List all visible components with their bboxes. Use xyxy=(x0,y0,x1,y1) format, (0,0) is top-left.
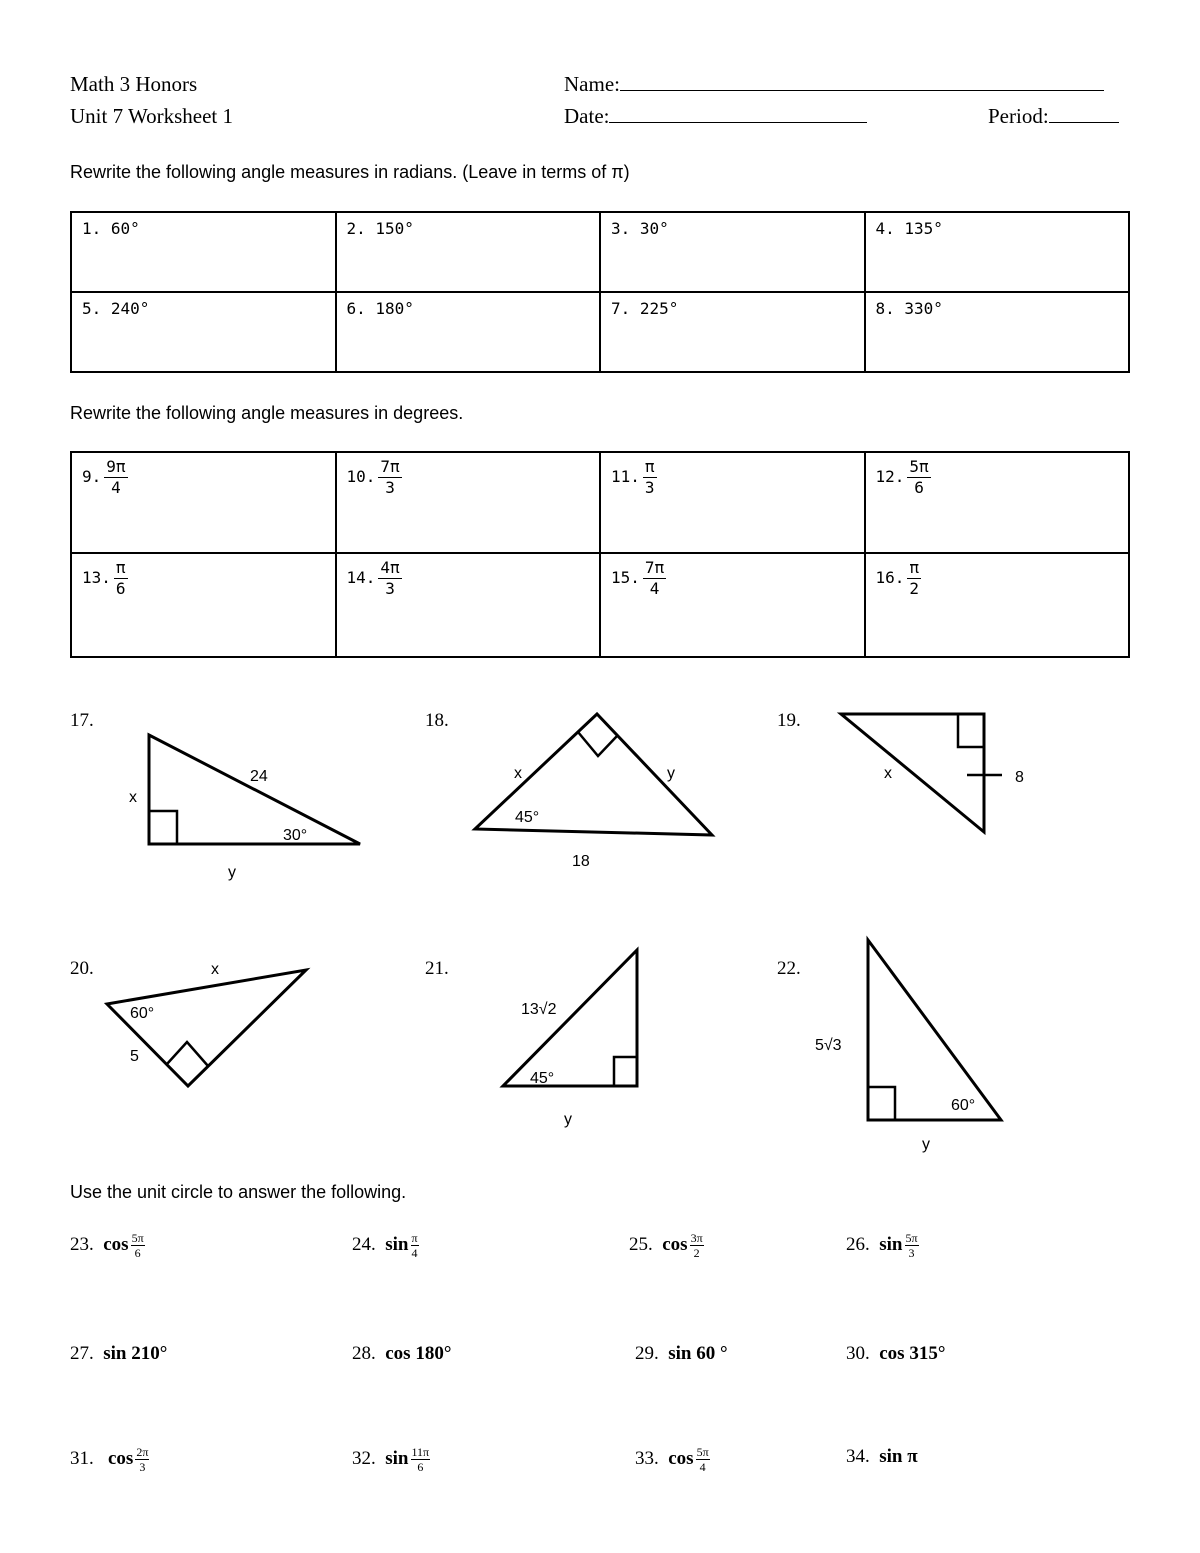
trig-expression: cos 315° xyxy=(879,1343,946,1364)
problem-26 xyxy=(846,1232,919,1259)
t19-side-label: 8 xyxy=(1015,769,1024,786)
fraction xyxy=(690,1232,704,1259)
t19-hyp-label: x xyxy=(884,765,892,782)
trig-function: cos xyxy=(108,1447,134,1469)
t21-base-label: y xyxy=(564,1111,572,1128)
numerator: 7π xyxy=(644,558,665,577)
right-angle-marker xyxy=(149,811,177,844)
trig-expression: sin 210° xyxy=(103,1343,168,1364)
right-angle-marker xyxy=(167,1042,208,1066)
t20-leg-label: 5 xyxy=(130,1048,139,1065)
t22-base-label: y xyxy=(922,1136,930,1153)
numerator: π xyxy=(909,558,920,577)
problem-24 xyxy=(352,1232,419,1259)
fraction xyxy=(411,1232,419,1259)
denominator: 6 xyxy=(914,478,924,497)
trig-expression: sin π xyxy=(879,1446,918,1467)
right-angle-marker xyxy=(958,714,984,747)
date-label: Date: xyxy=(564,104,610,128)
denominator: 2 xyxy=(693,1246,700,1260)
denominator: 2 xyxy=(909,579,920,598)
problem-number: 24. xyxy=(352,1233,376,1255)
right-angle-marker xyxy=(614,1057,637,1086)
numerator: π xyxy=(115,558,126,577)
t18-right-label: y xyxy=(667,765,675,782)
problem-number: 15. xyxy=(611,568,640,587)
fraction xyxy=(905,1232,919,1259)
problem-number: 32. xyxy=(352,1447,376,1469)
problem-33 xyxy=(635,1446,710,1473)
numerator: 5π xyxy=(131,1231,144,1245)
trig-expression: cos 180° xyxy=(385,1343,452,1364)
t18-base-label: 18 xyxy=(572,853,590,870)
fraction xyxy=(131,1232,145,1259)
problem-34 xyxy=(846,1446,918,1468)
trig-function: sin xyxy=(385,1233,409,1255)
trig-function: sin xyxy=(879,1233,903,1255)
problem-number: 30. xyxy=(846,1343,870,1364)
course-title: Math 3 Honors xyxy=(70,72,198,96)
fraction xyxy=(135,1446,149,1473)
worksheet-title: Unit 7 Worksheet 1 xyxy=(70,104,233,128)
problem-25 xyxy=(629,1232,704,1259)
denominator: 4 xyxy=(411,1246,418,1260)
denominator: 3 xyxy=(139,1460,146,1474)
problem-number: 9. xyxy=(82,467,102,486)
problem-number: 33. xyxy=(635,1447,659,1469)
t22-angle-label: 60° xyxy=(951,1097,976,1114)
triangle-21 xyxy=(503,950,637,1086)
t18-angle-label: 45° xyxy=(515,809,540,826)
problem-4: 4. 135° xyxy=(865,212,1130,292)
t20-angle-label: 60° xyxy=(130,1005,155,1022)
problem-number: 16. xyxy=(875,568,905,587)
problem-number: 31. xyxy=(70,1447,94,1469)
denominator: 3 xyxy=(908,1246,915,1260)
problem-30 xyxy=(846,1343,945,1365)
problem-3: 3. 30° xyxy=(600,212,865,292)
numerator: 5π xyxy=(696,1445,709,1459)
problem-number: 10. xyxy=(346,467,376,486)
triangle-22 xyxy=(868,940,1001,1120)
section2-instruction: Rewrite the following angle measures in degrees. xyxy=(70,403,464,423)
trig-function: cos xyxy=(103,1233,129,1255)
denominator: 6 xyxy=(115,579,126,598)
problem-6: 6. 180° xyxy=(336,292,601,372)
trig-function: cos xyxy=(662,1233,688,1255)
problem-1: 1. 60° xyxy=(71,212,336,292)
triangle-20 xyxy=(107,970,306,1086)
problem-number: 27. xyxy=(70,1343,94,1364)
numerator: 11π xyxy=(411,1445,430,1459)
problem-number: 25. xyxy=(629,1233,653,1255)
period-label: Period: xyxy=(988,104,1049,128)
numerator: 9π xyxy=(106,457,126,476)
numerator: 5π xyxy=(905,1231,918,1245)
denominator: 4 xyxy=(699,1460,706,1474)
t21-hyp-label: 13√2 xyxy=(521,1001,557,1018)
denominator: 3 xyxy=(385,478,395,497)
denominator: 3 xyxy=(385,579,395,598)
fraction xyxy=(411,1446,431,1473)
denominator: 4 xyxy=(649,579,660,598)
name-label: Name: xyxy=(564,72,620,96)
problem-number: 34. xyxy=(846,1446,870,1467)
problem-2: 2. 150° xyxy=(336,212,601,292)
problem-27 xyxy=(70,1343,167,1365)
numerator: 2π xyxy=(136,1445,149,1459)
t17-side-label: x xyxy=(129,789,137,806)
problem-20-number: 20. xyxy=(70,958,94,979)
problem-32 xyxy=(352,1446,430,1473)
problem-7: 7. 225° xyxy=(600,292,865,372)
denominator: 3 xyxy=(644,478,655,497)
denominator: 6 xyxy=(417,1460,424,1474)
numerator: 4π xyxy=(380,558,400,577)
problem-number: 29. xyxy=(635,1343,659,1364)
numerator: 3π xyxy=(690,1231,703,1245)
t21-angle-label: 45° xyxy=(530,1070,555,1087)
problem-number: 23. xyxy=(70,1233,94,1255)
triangle-18 xyxy=(475,714,712,835)
t22-side-label: 5√3 xyxy=(815,1037,842,1054)
trig-expression: sin 60 ° xyxy=(668,1343,728,1364)
problem-number: 14. xyxy=(346,568,376,587)
section1-instruction: Rewrite the following angle measures in radians. (Leave in terms of π) xyxy=(70,162,630,182)
problem-31 xyxy=(70,1446,149,1473)
problem-5: 5. 240° xyxy=(71,292,336,372)
section3-instruction: Use the unit circle to answer the following. xyxy=(70,1182,407,1202)
denominator: 4 xyxy=(111,478,121,497)
problem-number: 13. xyxy=(82,568,111,587)
problem-23 xyxy=(70,1232,145,1259)
problem-number: 12. xyxy=(875,467,905,486)
problem-number: 28. xyxy=(352,1343,376,1364)
triangle-19 xyxy=(841,714,984,832)
t20-hyp-label: x xyxy=(211,961,219,978)
fraction xyxy=(696,1446,710,1473)
t17-hyp-label: 24 xyxy=(250,768,268,785)
problem-22-number: 22. xyxy=(777,958,801,979)
problem-21-number: 21. xyxy=(425,958,449,979)
problem-19-number: 19. xyxy=(777,710,801,731)
numerator: 5π xyxy=(909,457,929,476)
trig-function: cos xyxy=(668,1447,694,1469)
numerator: π xyxy=(411,1231,418,1245)
problem-17-number: 17. xyxy=(70,710,94,731)
denominator: 6 xyxy=(134,1246,141,1260)
numerator: π xyxy=(644,457,655,476)
right-angle-marker xyxy=(578,732,617,756)
problem-8: 8. 330° xyxy=(865,292,1130,372)
triangle-17 xyxy=(149,735,360,844)
problem-18-number: 18. xyxy=(425,710,449,731)
problem-28 xyxy=(352,1343,451,1365)
t17-angle-label: 30° xyxy=(283,827,308,844)
problem-number: 11. xyxy=(611,467,640,486)
right-angle-marker xyxy=(868,1087,895,1120)
trig-function: sin xyxy=(385,1447,409,1469)
problem-number: 26. xyxy=(846,1233,870,1255)
numerator: 7π xyxy=(380,457,400,476)
t17-base-label: y xyxy=(228,864,236,881)
t18-left-label: x xyxy=(514,765,522,782)
problem-29 xyxy=(635,1343,728,1365)
